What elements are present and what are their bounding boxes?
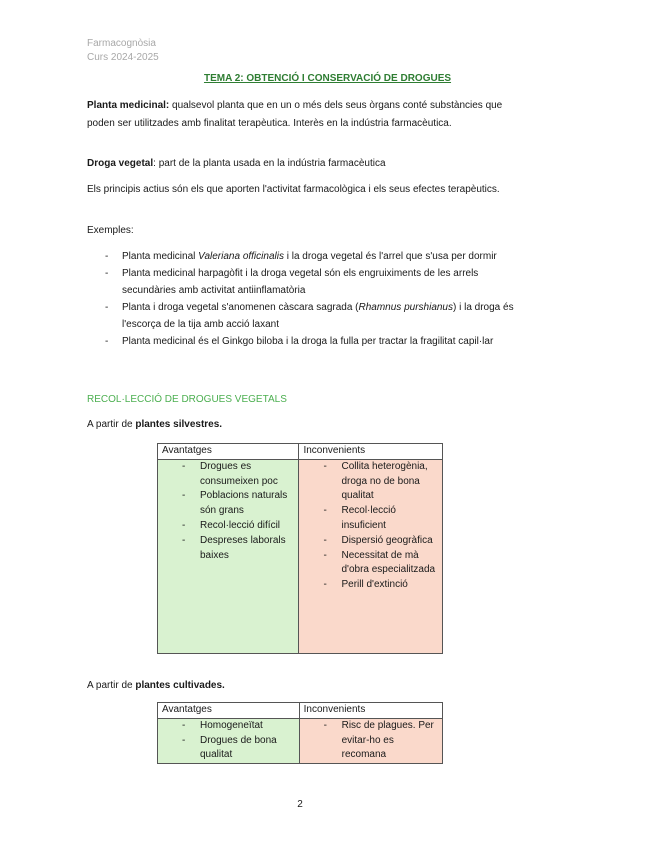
column-header: Avantatges bbox=[158, 444, 299, 460]
examples-list bbox=[87, 248, 527, 350]
table-list-item: - Recol·lecció insuficient bbox=[299, 504, 442, 534]
disadvantages-cell bbox=[299, 459, 443, 653]
silvestres-table bbox=[157, 443, 443, 654]
column-header: Inconvenients bbox=[299, 444, 443, 460]
cultivades-table bbox=[157, 702, 443, 764]
principis-actius-paragraph: Els principis actius són els que aporten l'activitat farmacològica i els seus efectes terapèutics. bbox=[87, 184, 500, 195]
list-item: - Planta i droga vegetal s'anomenen càscara sagrada (Rhamnus purshianus) i la droga és l'escorça de la tija amb acció laxant bbox=[87, 299, 527, 333]
cultivades-intro-bold: plantes cultivades. bbox=[135, 680, 225, 691]
disadvantages-cell bbox=[299, 718, 442, 763]
table-list-item: - Homogeneïtat bbox=[158, 719, 299, 734]
list-item: - Planta medicinal Valeriana officinalis i la droga vegetal és l'arrel que s'usa per dormir bbox=[87, 248, 527, 265]
table-list-item: - Drogues de bona qualitat bbox=[158, 734, 299, 764]
document-header bbox=[87, 37, 159, 65]
species-name: Valeriana officinalis bbox=[198, 251, 284, 262]
species-name: Rhamnus purshianus bbox=[358, 302, 453, 313]
droga-vegetal-definition bbox=[87, 155, 517, 173]
planta-medicinal-definition bbox=[87, 97, 517, 132]
silvestres-intro: A partir de plantes silvestres. bbox=[87, 419, 223, 430]
table-list-item: - Risc de plagues. Per evitar-ho es recomana bbox=[300, 719, 442, 763]
planta-medicinal-term: Planta medicinal: bbox=[87, 100, 170, 111]
advantages-cell bbox=[158, 718, 300, 763]
droga-vegetal-term: Droga vegetal bbox=[87, 158, 154, 169]
table-list-item: - Dispersió geogràfica bbox=[299, 534, 442, 549]
table-list-item: - Despreses laborals baixes bbox=[158, 534, 298, 564]
table-list-item: - Collita heterogènia, droga no de bona qualitat bbox=[299, 460, 442, 504]
silvestres-intro-bold: plantes silvestres. bbox=[135, 419, 223, 430]
page-title: TEMA 2: OBTENCIÓ I CONSERVACIÓ DE DROGUES bbox=[203, 73, 452, 84]
section-heading: RECOL·LECCIÓ DE DROGUES VEGETALS bbox=[87, 394, 287, 405]
table-list-item: - Perill d'extinció bbox=[299, 578, 442, 593]
column-header: Avantatges bbox=[158, 703, 300, 719]
advantages-cell bbox=[158, 459, 299, 653]
page-number: 2 bbox=[297, 799, 303, 810]
table-list-item: - Drogues es consumeixen poc bbox=[158, 460, 298, 490]
list-item: - Planta medicinal harpagòfit i la droga vegetal són els engruiximents de les arrels secundàries amb activitat antiinflamatòria bbox=[87, 265, 527, 299]
exemples-label: Exemples: bbox=[87, 225, 134, 236]
cultivades-intro: A partir de plantes cultivades. bbox=[87, 680, 225, 691]
table-list-item: - Recol·lecció difícil bbox=[158, 519, 298, 534]
list-item: - Planta medicinal és el Ginkgo biloba i la droga la fulla per tractar la fragilitat capil·lar bbox=[87, 333, 527, 350]
column-header: Inconvenients bbox=[299, 703, 442, 719]
droga-vegetal-text: : part de la planta usada en la indústria farmacèutica bbox=[153, 158, 386, 169]
table-list-item: - Poblacions naturals són grans bbox=[158, 489, 298, 519]
course-year: Curs 2024-2025 bbox=[87, 52, 159, 63]
course-name: Farmacognòsia bbox=[87, 38, 156, 49]
table-list-item: - Necessitat de mà d'obra especialitzada bbox=[299, 549, 442, 579]
planta-medicinal-text: qualsevol planta que en un o més dels seus òrgans conté substàncies que poden ser utilitzades amb finalitat terapèutica. Interès en la indústria farmacèutica. bbox=[87, 100, 503, 129]
